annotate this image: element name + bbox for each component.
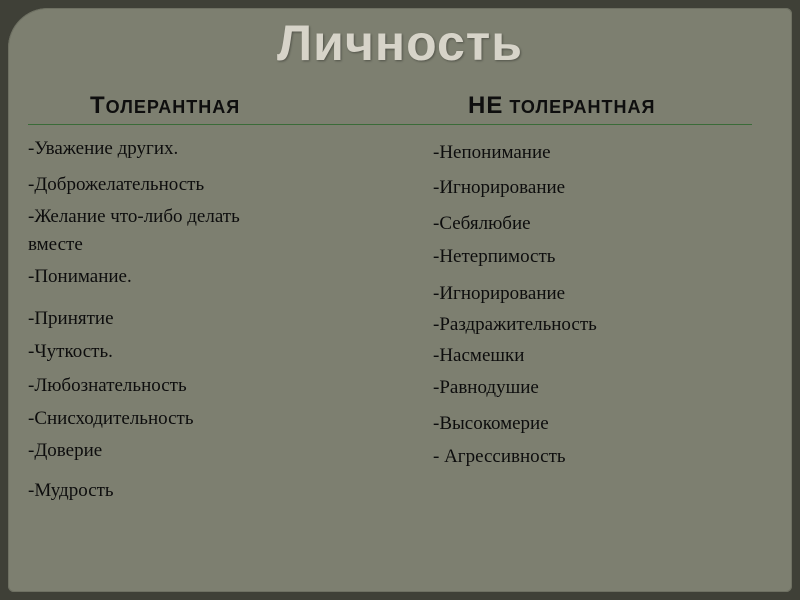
- right-heading-rest: ТОЛЕРАНТНАЯ: [503, 97, 656, 117]
- left-item-trust: -Доверие: [28, 440, 103, 461]
- right-item-aggression: - Агрессивность: [433, 446, 566, 467]
- left-item-respect: -Уважение других.: [28, 138, 179, 159]
- left-item-acceptance: -Принятие: [28, 308, 114, 329]
- right-item-selfishness: -Себялюбие: [433, 213, 531, 234]
- left-heading-initial: Т: [90, 92, 106, 119]
- left-column-heading: [90, 92, 240, 120]
- right-item-misunderstanding: -Непонимание: [433, 142, 551, 163]
- left-item-curiosity: -Любознательность: [28, 375, 187, 396]
- left-item-goodwill: -Доброжелательность: [28, 174, 205, 195]
- left-item-understanding: -Понимание.: [28, 266, 132, 287]
- right-item-arrogance: -Высокомерие: [433, 413, 549, 434]
- left-item-sensitivity: -Чуткость.: [28, 341, 113, 362]
- left-heading-rest: ОЛЕРАНТНАЯ: [105, 97, 241, 117]
- right-heading-initial: НЕ: [468, 92, 504, 119]
- right-item-irritability: -Раздражительность: [433, 314, 597, 335]
- left-item-cooperation-cont: вместе: [28, 234, 83, 255]
- left-item-wisdom: -Мудрость: [28, 480, 114, 501]
- right-item-intolerance: -Нетерпимость: [433, 246, 556, 267]
- left-item-leniency: -Снисходительность: [28, 408, 194, 429]
- right-column-heading: [468, 92, 655, 120]
- slide-title: Личность: [277, 15, 523, 71]
- right-item-ignoring: -Игнорирование: [433, 177, 566, 198]
- header-divider: [28, 124, 752, 125]
- right-item-indifference: -Равнодушие: [433, 377, 539, 398]
- left-item-cooperation: -Желание что-либо делать: [28, 206, 240, 227]
- right-item-ignoring-2: -Игнорирование: [433, 283, 566, 304]
- right-item-mockery: -Насмешки: [433, 345, 525, 366]
